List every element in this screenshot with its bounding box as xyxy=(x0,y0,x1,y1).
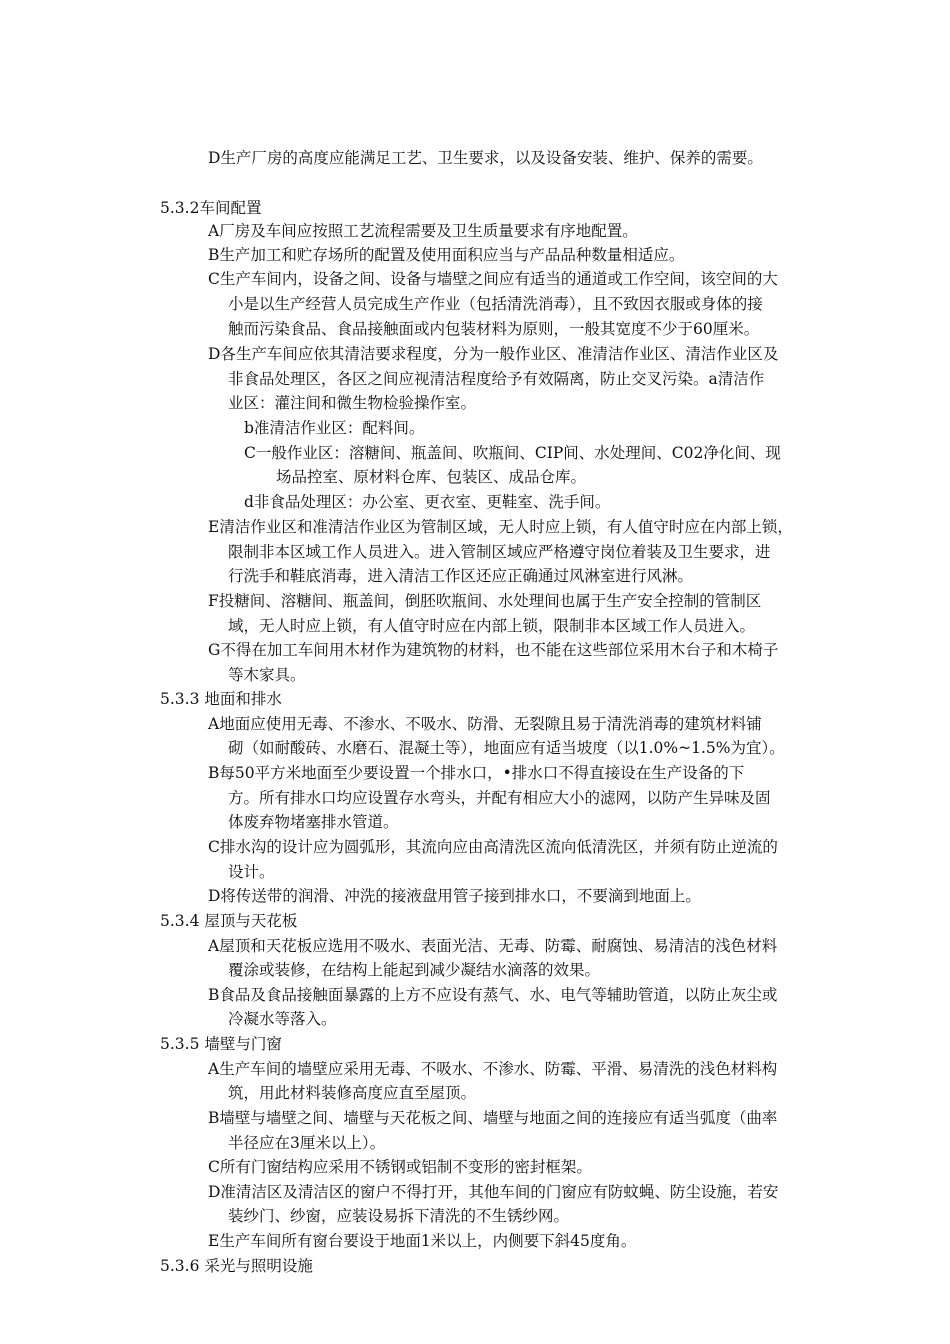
text-line: A地面应使用无毒、不渗水、不吸水、防滑、无裂隙且易于清洗消毒的建筑材料铺 xyxy=(208,715,762,733)
text-line: 冷凝水等落入。 xyxy=(228,1010,337,1028)
text-line: 限制非本区域工作人员进入。进入管制区域应严格遵守岗位着装及卫生要求，进 xyxy=(228,543,771,561)
text-line: 筑，用此材料装修高度应直至屋顶。 xyxy=(228,1084,477,1102)
text-line: 业区：灌注间和微生物检验操作室。 xyxy=(228,394,477,412)
text-line: B每50平方米地面至少要设置一个排水口，•排水口不得直接设在生产设备的下 xyxy=(208,764,745,782)
text-line: D将传送带的润滑、冲洗的接液盘用管子接到排水口，不要滴到地面上。 xyxy=(208,887,701,905)
section-heading-5-3-6: 5.3.6 采光与照明设施 xyxy=(160,1257,313,1275)
text-line: 半径应在3厘米以上）。 xyxy=(228,1134,386,1152)
text-line: E清洁作业区和准清洁作业区为管制区域，无人时应上锁，有人值守时应在内部上锁， xyxy=(208,518,793,536)
text-line: 小是以生产经营人员完成生产作业（包括清洗消毒），且不致因衣服或身体的接 xyxy=(228,295,763,313)
text-line: 设计。 xyxy=(228,863,275,881)
section-heading-5-3-2: 5.3.2车间配置 xyxy=(160,199,262,217)
text-line: D生产厂房的高度应能满足工艺、卫生要求，以及设备安装、维护、保养的需要。 xyxy=(208,149,763,167)
section-heading-5-3-5: 5.3.5 墙壁与门窗 xyxy=(160,1035,282,1053)
text-line: A厂房及车间应按照工艺流程需要及卫生质量要求有序地配置。 xyxy=(208,222,638,240)
text-line: A生产车间的墙壁应采用无毒、不吸水、不渗水、防霉、平滑、易清洗的浅色材料构 xyxy=(208,1060,778,1078)
section-heading-5-3-3: 5.3.3 地面和排水 xyxy=(160,690,282,708)
text-line: 域，无人时应上锁，有人值守时应在内部上锁，限制非本区域工作人员进入。 xyxy=(228,617,756,635)
text-line: 覆涂或装修，在结构上能起到减少凝结水滴落的效果。 xyxy=(228,961,601,979)
text-line: 触而污染食品、食品接触面或内包装材料为原则，一般其宽度不少于60厘米。 xyxy=(228,320,760,338)
text-line: b准清洁作业区：配料间。 xyxy=(244,419,425,437)
text-line: C排水沟的设计应为圆弧形，其流向应由高清洗区流向低清洗区，并须有防止逆流的 xyxy=(208,838,778,856)
text-line: 方。所有排水口均应设置存水弯头，并配有相应大小的滤网，以防产生异味及固 xyxy=(228,789,771,807)
text-line: B食品及食品接触面暴露的上方不应设有蒸气、水、电气等辅助管道，以防止灰尘或 xyxy=(208,986,778,1004)
text-line: C所有门窗结构应采用不锈钢或铝制不变形的密封框架。 xyxy=(208,1158,592,1176)
text-line: F投糖间、溶糖间、瓶盖间，倒胚吹瓶间、水处理间也属于生产安全控制的管制区 xyxy=(208,592,762,610)
text-line: 体废弃物堵塞排水管道。 xyxy=(228,813,399,831)
text-line: d非食品处理区：办公室、更衣室、更鞋室、洗手间。 xyxy=(244,493,611,511)
text-line: 砌（如耐酸砖、水磨石、混凝土等），地面应有适当坡度（以1.0%~1.5%为宜）。 xyxy=(228,739,785,757)
text-line: B墙壁与墙壁之间、墙壁与天花板之间、墙壁与地面之间的连接应有适当弧度（曲率 xyxy=(208,1109,778,1127)
text-line: 装纱门、纱窗，应装设易拆下清洗的不生锈纱网。 xyxy=(228,1207,570,1225)
text-line: A屋顶和天花板应选用不吸水、表面光洁、无毒、防霉、耐腐蚀、易清洁的浅色材料 xyxy=(208,937,778,955)
section-heading-5-3-4: 5.3.4 屋顶与天花板 xyxy=(160,912,298,930)
text-line: B生产加工和贮存场所的配置及使用面积应当与产品品种数量相适应。 xyxy=(208,246,685,264)
text-line: E生产车间所有窗台要设于地面1米以上，内侧要下斜45度角。 xyxy=(208,1232,637,1250)
text-line: G不得在加工车间用木材作为建筑物的材料，也不能在这些部位采用木台子和木椅子 xyxy=(208,641,779,659)
text-line: C一般作业区：溶糖间、瓶盖间、吹瓶间、CIP间、水处理间、C02净化间、现 xyxy=(244,444,781,462)
text-line: 等木家具。 xyxy=(228,666,306,684)
text-line: C生产车间内，设备之间、设备与墙壁之间应有适当的通道或工作空间，该空间的大 xyxy=(208,270,778,288)
text-line: 场品控室、原材料仓库、包装区、成品仓库。 xyxy=(276,468,587,486)
text-line: 非食品处理区，各区之间应视清洁程度给予有效隔离，防止交叉污染。a清洁作 xyxy=(228,370,765,388)
text-line: 行洗手和鞋底消毒，进入清洁工作区还应正确通过风淋室进行风淋。 xyxy=(228,567,694,585)
text-line: D准清洁区及清洁区的窗户不得打开，其他车间的门窗应有防蚊蝇、防尘设施，若安 xyxy=(208,1183,779,1201)
text-line: D各生产车间应依其清洁要求程度，分为一般作业区、准清洁作业区、清洁作业区及 xyxy=(208,345,779,363)
